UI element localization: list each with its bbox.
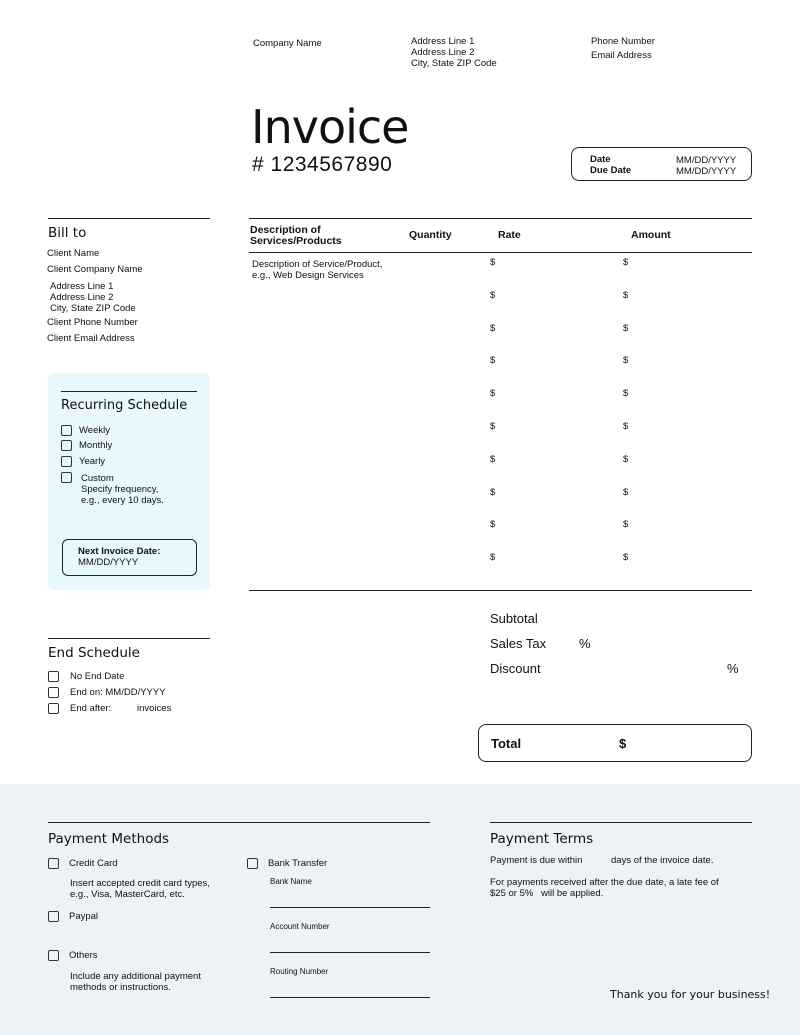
rate-cell[interactable]: $ [490,453,496,465]
amount-cell[interactable]: $ [623,486,629,498]
client-name: Client Name [47,248,100,259]
account-number-label: Account Number [270,922,330,931]
custom-hint-line1: Specify frequency, [81,484,159,495]
rate-cell[interactable]: $ [490,486,496,498]
monthly-label: Monthly [79,440,113,451]
credit-card-hint-line1: Insert accepted credit card types, [70,878,210,889]
amount-cell[interactable]: $ [623,519,629,531]
due-date-value[interactable]: MM/DD/YYYY [676,166,737,177]
recurring-title: Recurring Schedule [61,398,188,413]
client-address-line1: Address Line 1 [50,281,114,292]
rate-cell[interactable]: $ [490,289,496,301]
client-address [50,281,136,314]
end-on-label: End on: MM/DD/YYYY [70,687,166,698]
rate-cell[interactable]: $ [490,355,496,367]
item-description-line1[interactable]: Description of Service/Product, [252,259,383,270]
company-address-line2: Address Line 2 [411,47,475,58]
credit-card-label: Credit Card [69,858,118,869]
amount-cell[interactable]: $ [623,552,629,564]
weekly-checkbox[interactable] [61,425,72,436]
company-name: Company Name [253,38,322,49]
paypal-checkbox[interactable] [48,911,59,922]
account-number-field[interactable] [270,952,430,953]
payment-methods-divider [48,822,430,823]
thank-you-note: Thank you for your business! [610,988,771,1001]
late-fee-amount: $25 or 5% [490,888,534,899]
paypal-label: Paypal [69,911,99,922]
routing-number-label: Routing Number [270,967,329,976]
rate-cell[interactable]: $ [490,552,496,564]
custom-checkbox[interactable] [61,472,72,483]
others-hint-line1: Include any additional payment [70,971,201,982]
total-box [478,724,752,762]
end-schedule-divider [48,638,210,639]
company-email: Email Address [591,50,652,61]
item-description-line2: e.g., Web Design Services [252,270,364,281]
client-phone: Client Phone Number [47,317,138,328]
company-city-state-zip: City, State ZIP Code [411,58,497,69]
date-box [571,147,752,181]
next-invoice-value: MM/DD/YYYY [78,557,139,568]
rate-cell[interactable]: $ [490,388,496,400]
rate-cell[interactable]: $ [490,322,496,334]
payment-methods-title: Payment Methods [48,831,170,847]
date-value[interactable]: MM/DD/YYYY [676,155,737,166]
footer-panel [0,784,800,1035]
amount-cell[interactable]: $ [623,289,629,301]
rate-cell[interactable]: $ [490,519,496,531]
next-invoice-date-box[interactable] [62,539,197,576]
invoice-title: Invoice [251,100,409,154]
late-fee-line1: For payments received after the due date, a late fee of [490,877,719,888]
payment-terms-divider [490,822,752,823]
custom-hint-line2: e.g., every 10 days. [81,495,164,506]
subtotal-label: Subtotal [490,611,538,626]
table-header-rule [249,252,752,253]
end-after-checkbox[interactable] [48,703,59,714]
total-value[interactable]: $ [619,736,627,751]
company-address [411,36,497,69]
end-after-invoices-label: invoices [137,703,172,714]
routing-number-field[interactable] [270,997,430,998]
end-after-label: End after: [70,703,112,714]
table-bottom-rule [249,590,752,591]
bank-name-label: Bank Name [270,877,312,886]
amount-cell[interactable]: $ [623,322,629,334]
others-label: Others [69,950,98,961]
company-phone: Phone Number [591,36,655,47]
discount-label: Discount [490,661,541,676]
company-contact [591,36,655,64]
no-end-date-checkbox[interactable] [48,671,59,682]
rate-cell[interactable]: $ [490,421,496,432]
yearly-label: Yearly [79,456,106,467]
bank-transfer-label: Bank Transfer [268,858,328,869]
col-header-amount: Amount [631,229,671,241]
col-header-rate: Rate [498,229,521,241]
credit-card-hint-line2: e.g., Visa, MasterCard, etc. [70,889,185,900]
end-on-checkbox[interactable] [48,687,59,698]
date-label: Date [590,154,611,165]
invoice-number: # 1234567890 [252,153,393,176]
next-invoice-label: Next Invoice Date: [78,546,161,557]
credit-card-checkbox[interactable] [48,858,59,869]
late-fee-line2: will be applied. [541,888,604,899]
total-label: Total [491,736,522,751]
others-checkbox[interactable] [48,950,59,961]
billto-divider [48,218,210,219]
table-top-rule [249,218,752,219]
client-city-state-zip: City, State ZIP Code [50,303,136,314]
discount-percent[interactable]: % [727,661,739,676]
monthly-checkbox[interactable] [61,440,72,451]
bank-name-field[interactable] [270,907,430,908]
col-header-description: Description of Services/Products [250,224,342,247]
sales-tax-label: Sales Tax [490,636,547,651]
due-within-label: Payment is due within [490,855,583,866]
others-hint-line2: methods or instructions. [70,982,171,993]
payment-terms-title: Payment Terms [490,831,594,847]
client-address-line2: Address Line 2 [50,292,114,303]
due-date-label: Due Date [590,165,632,176]
rate-cell[interactable]: $ [490,257,496,268]
yearly-checkbox[interactable] [61,456,72,467]
recurring-divider [61,391,197,392]
client-company: Client Company Name [47,264,143,275]
custom-label: Custom [81,473,114,484]
bank-transfer-checkbox[interactable] [247,858,258,869]
amount-cell[interactable]: $ [623,453,629,465]
amount-cell[interactable]: $ [623,257,629,268]
sales-tax-percent[interactable]: % [579,636,591,651]
recurring-schedule-panel [48,373,210,590]
no-end-date-label: No End Date [70,671,125,682]
billto-title: Bill to [48,225,87,241]
amount-cell[interactable]: $ [623,421,629,432]
end-schedule-title: End Schedule [48,645,140,661]
company-address-line1: Address Line 1 [411,36,475,47]
weekly-label: Weekly [79,425,110,436]
amount-cell[interactable]: $ [623,388,629,400]
amount-cell[interactable]: $ [623,355,629,367]
due-days-suffix: days of the invoice date. [611,855,714,866]
col-header-quantity: Quantity [409,229,452,241]
client-email: Client Email Address [47,333,135,344]
